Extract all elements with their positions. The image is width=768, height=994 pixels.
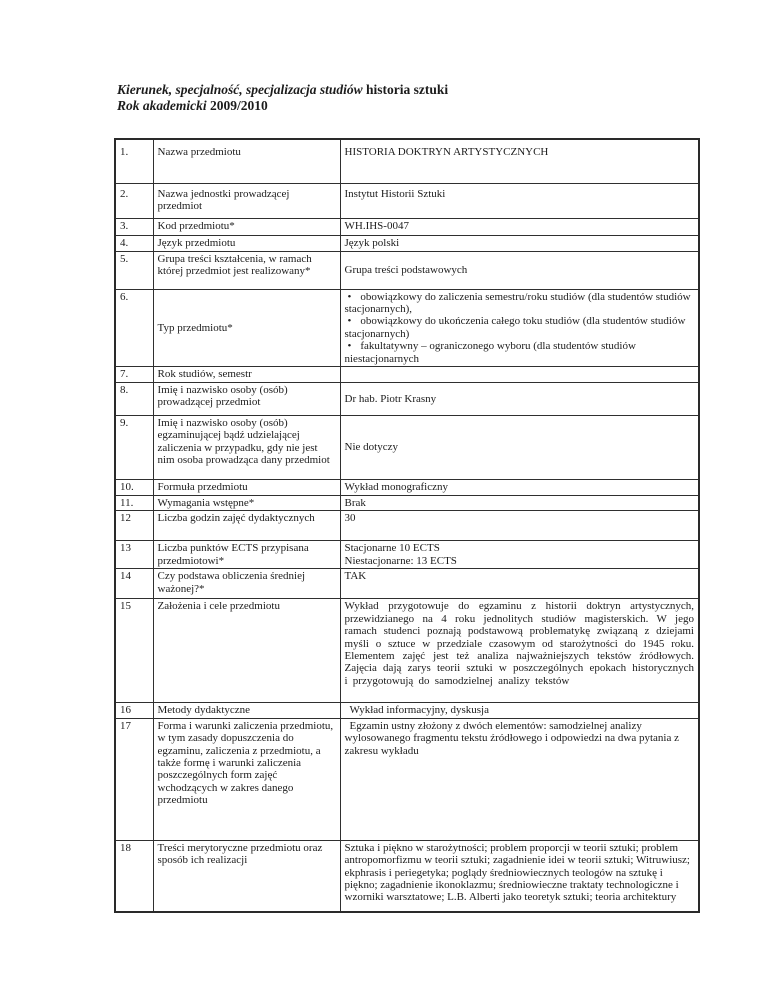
table-row [115,511,699,541]
row-label-cell: Formuła przedmiotu [153,479,340,495]
row-number-cell: 18 [115,840,153,912]
row-value-cell [340,541,699,569]
row-label-cell: Czy podstawa obliczenia średniej ważonej?* [153,569,340,599]
title-year-value: 2009/2010 [210,98,268,113]
bullet-icon: • [347,340,352,353]
row-number-cell: 6. [115,289,153,366]
title-line-year [117,98,448,114]
table-row [115,382,699,415]
row-label-cell: Wymagania wstępne* [153,495,340,510]
row-label-cell: Nazwa przedmiotu [153,139,340,183]
bullet-item [345,340,695,365]
row-value-cell: Sztuka i piękno w starożytności; problem proporcji w teorii sztuki; problem antropomorfizmu w teorii sztuki; zagadnienie idei w teorii sztuki; Witruwiusz; ekphrasis i periegetyka; poglądy średniowiecznych teologów na sztukę i piękno; zagadnienie ikonoklazmu; średniowieczne traktaty technologiczne i wzorniki warsztatowe; L.B. Alberti jako teoretyk sztuki; teoria architektury [340,840,699,912]
row-label-cell: Język przedmiotu [153,235,340,251]
table-row [115,840,699,912]
row-number-cell: 10. [115,479,153,495]
row-value-cell: Dr hab. Piotr Krasny [340,382,699,415]
course-table-body [115,139,699,912]
table-row [115,495,699,510]
row-number-cell: 12 [115,511,153,541]
row-value-cell [340,366,699,382]
row-label-cell: Typ przedmiotu* [153,289,340,366]
table-row [115,139,699,183]
row-number-cell: 2. [115,183,153,218]
row-number-cell: 17 [115,718,153,840]
row-number-cell: 9. [115,415,153,479]
row-value-cell: Język polski [340,235,699,251]
row-value-cell: Wykład monograficzny [340,479,699,495]
row-label-cell: Rok studiów, semestr [153,366,340,382]
value-line: Niestacjonarne: 13 ECTS [344,554,457,567]
table-row [115,183,699,218]
table-row [115,366,699,382]
row-label-cell: Imię i nazwisko osoby (osób) egzaminującej bądź udzielającej zaliczenia w przypadku, gdy nie jest nim osoba prowadząca dany przedmiot [153,415,340,479]
bullet-text: fakultatywny – ograniczonego wyboru (dla studentów studiów niestacjonarnych [344,340,636,365]
row-value-cell: Instytut Historii Sztuki [340,183,699,218]
title-year-prefix: Rok akademicki [117,98,207,113]
row-number-cell: 13 [115,541,153,569]
bullet-text: obowiązkowy do ukończenia całego toku studiów (dla studentów studiów stacjonarnych) [344,315,686,340]
row-value-cell: 30 [340,511,699,541]
row-value-cell: HISTORIA DOKTRYN ARTYSTYCZNYCH [340,139,699,183]
title-course-prefix: Kierunek, specjalność, specjalizacja studiów [117,82,363,97]
table-row [115,541,699,569]
row-number-cell: 3. [115,218,153,235]
row-label-cell: Metody dydaktyczne [153,703,340,718]
row-value-cell: Wykład przygotowuje do egzaminu z historii doktryn artystycznych, przewidzianego na 4 roku jednolitych studiów magisterskich. W jego ramach studenci poznają podstawową problematykę związaną z dziejami myśli o sztuce w przedziale czasowym od starożytności do 1945 roku. Elementem zajęć jest też analiza najważniejszych tekstów źródłowych. Zajęcia dają zarys teorii sztuki w poszczególnych epokach historycznych i przygotowują do samodzielnej analizy tekstów [340,599,699,703]
row-value-cell: WH.IHS-0047 [340,218,699,235]
table-row [115,479,699,495]
row-label-cell: Treści merytoryczne przedmiotu oraz sposób ich realizacji [153,840,340,912]
title-course-name: historia sztuki [366,82,449,97]
table-row [115,289,699,366]
title-line-course [117,82,448,98]
row-label-cell: Założenia i cele przedmiotu [153,599,340,703]
table-row [115,218,699,235]
doc-header [117,82,448,114]
row-number-cell: 15 [115,599,153,703]
row-label-cell: Liczba godzin zajęć dydaktycznych [153,511,340,541]
bullet-item [345,315,695,340]
row-number-cell: 8. [115,382,153,415]
row-value-cell [340,289,699,366]
row-number-cell: 7. [115,366,153,382]
row-label-cell: Kod przedmiotu* [153,218,340,235]
bullet-item [345,291,695,316]
table-row [115,251,699,289]
row-label-cell: Imię i nazwisko osoby (osób) prowadzącej przedmiot [153,382,340,415]
bullet-icon: • [347,315,352,328]
row-value-cell: TAK [340,569,699,599]
table-row [115,718,699,840]
row-number-cell: 11. [115,495,153,510]
row-number-cell: 1. [115,139,153,183]
bullet-text: obowiązkowy do zaliczenia semestru/roku studiów (dla studentów studiów stacjonarnych), [344,290,691,315]
row-number-cell: 5. [115,251,153,289]
table-row [115,569,699,599]
row-value-cell: Egzamin ustny złożony z dwóch elementów: samodzielnej analizy wylosowanego fragmentu tekstu źródłowego i odpowiedzi na dwa pytania z zakresu wykładu [340,718,699,840]
value-line: Stacjonarne 10 ECTS [344,542,440,555]
table-row [115,703,699,718]
table-row [115,599,699,703]
row-value-cell: Wykład informacyjny, dyskusja [340,703,699,718]
row-value-cell: Nie dotyczy [340,415,699,479]
table-row [115,415,699,479]
table-row [115,235,699,251]
row-label-cell: Nazwa jednostki prowadzącej przedmiot [153,183,340,218]
row-number-cell: 16 [115,703,153,718]
row-value-cell: Brak [340,495,699,510]
row-label-cell: Forma i warunki zaliczenia przedmiotu, w tym zasady dopuszczenia do egzaminu, zaliczenia z przedmiotu, a także formę i warunki zaliczenia poszczególnych form zajęć wchodzących w zakres danego przedmiotu [153,718,340,840]
row-number-cell: 4. [115,235,153,251]
row-number-cell: 14 [115,569,153,599]
row-label-cell: Grupa treści kształcenia, w ramach której przedmiot jest realizowany* [153,251,340,289]
row-value-cell: Grupa treści podstawowych [340,251,699,289]
course-syllabus-table [114,138,700,913]
row-label-cell: Liczba punktów ECTS przypisana przedmiotowi* [153,541,340,569]
bullet-icon: • [347,290,352,303]
